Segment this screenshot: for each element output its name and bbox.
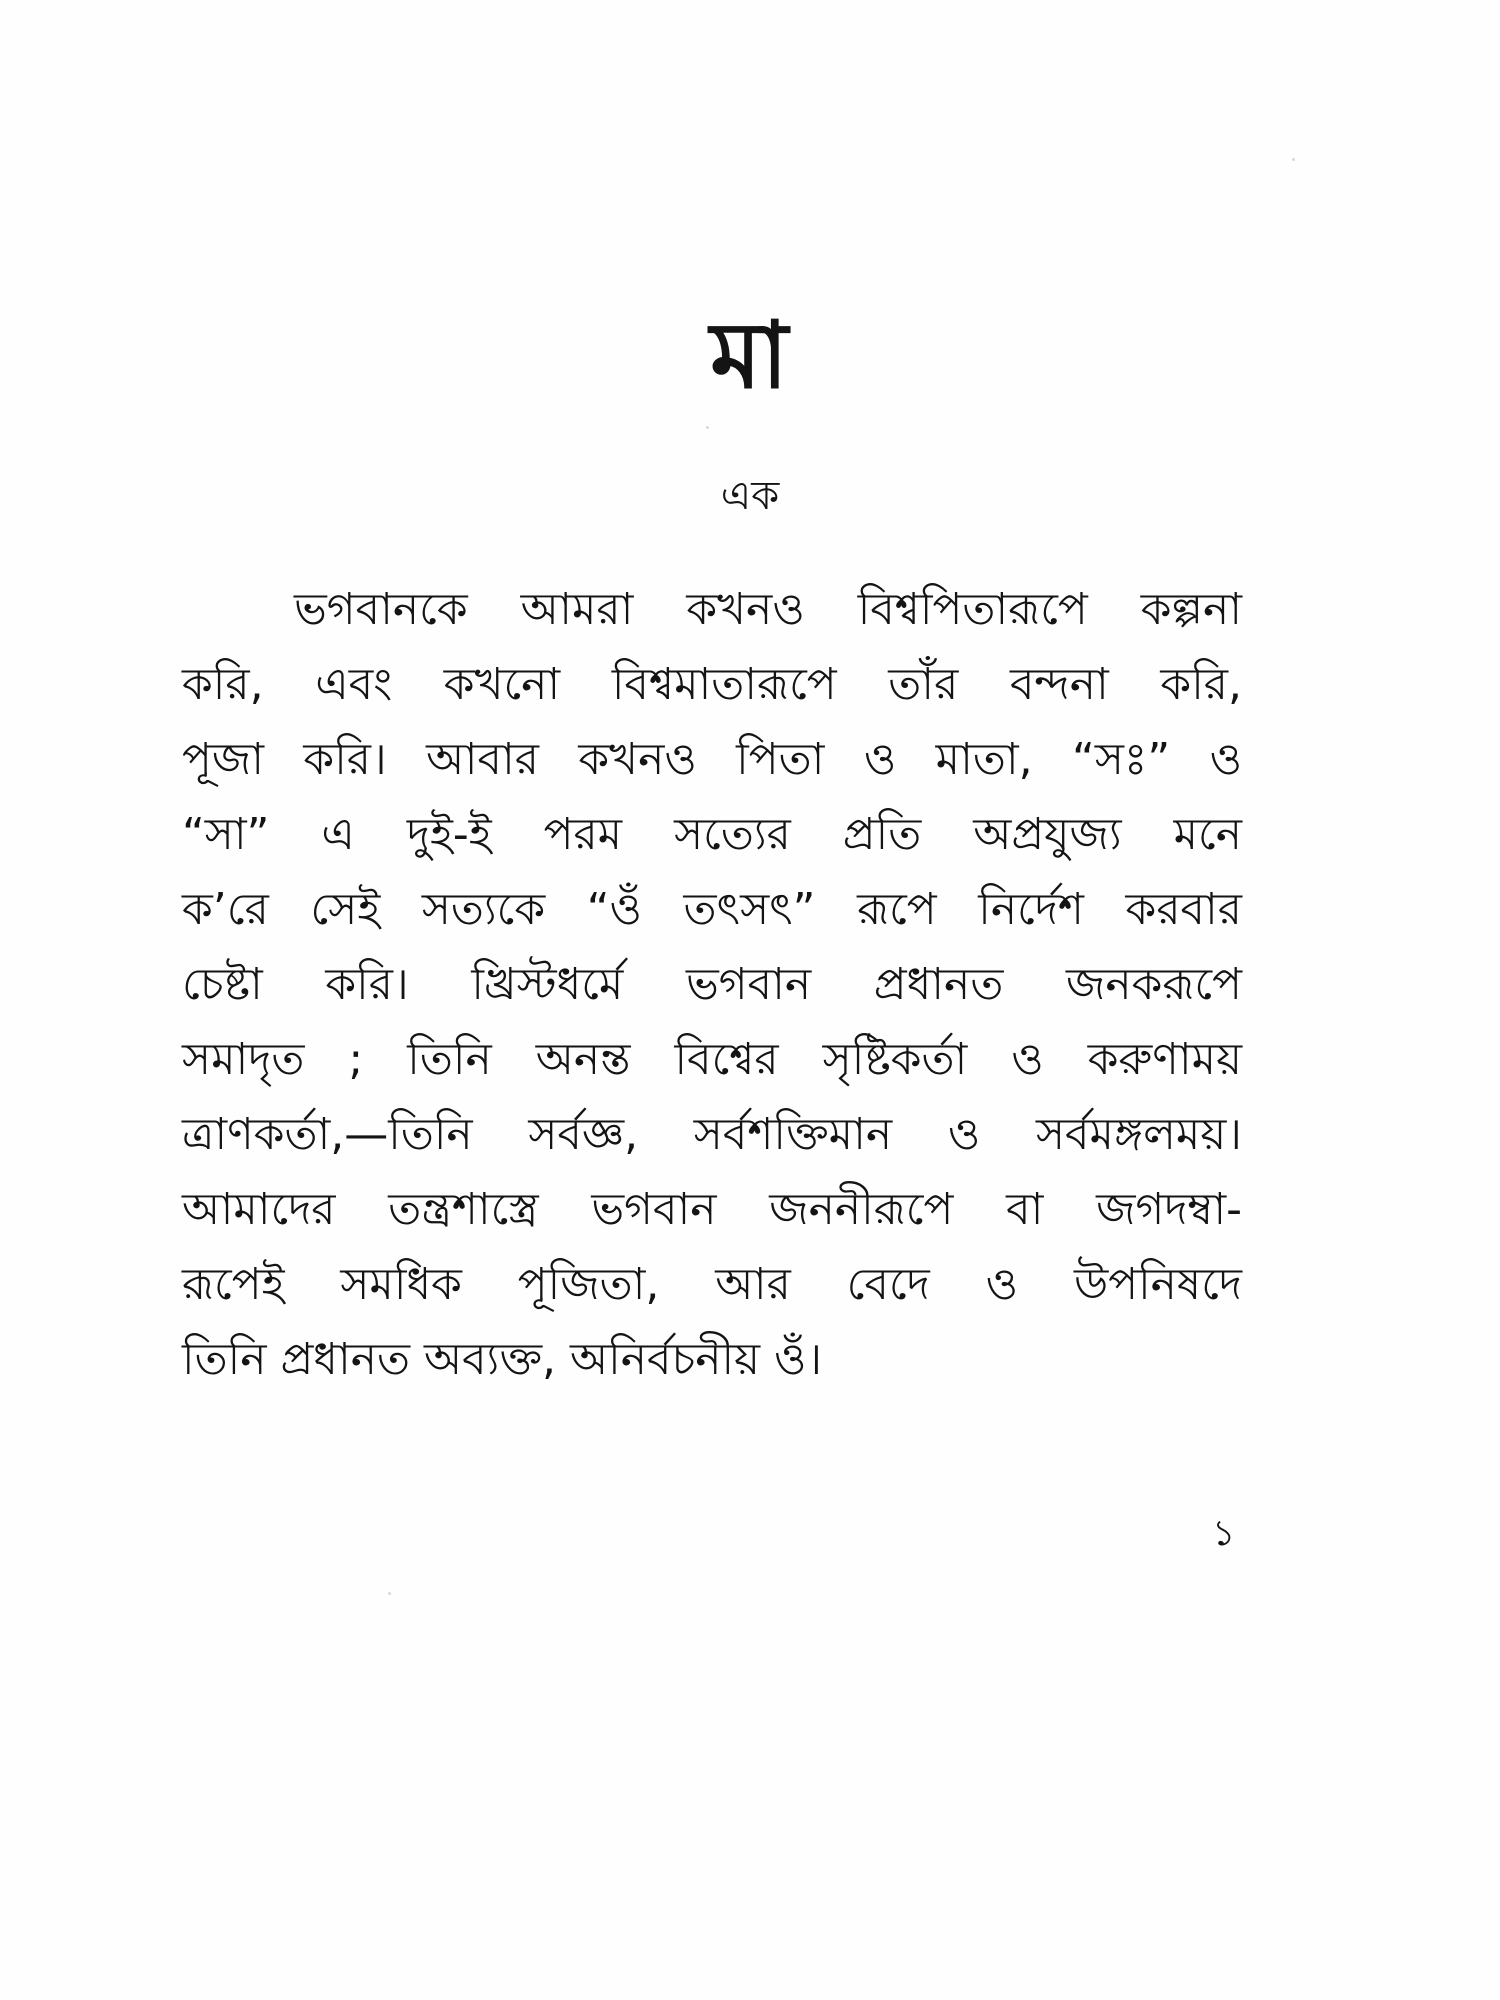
paragraph-line: ভগবানকে আমরা কখনও বিশ্বপিতারূপে কল্পনা — [294, 584, 1242, 635]
paragraph-line: করি, এবং কখনো বিশ্বমাতারূপে তাঁর বন্দনা করি, — [182, 659, 1242, 710]
paper-speck — [706, 426, 709, 429]
paragraph-line: রূপেই সমধিক পূজিতা, আর বেদে ও উপনিষদে — [182, 1259, 1242, 1310]
page-number: ১ — [1212, 1513, 1236, 1554]
paragraph-line: “সা” এ দুই-ই পরম সত্যের প্রতি অপ্রযুজ্য মনে — [182, 809, 1242, 860]
paper-speck — [1292, 158, 1295, 161]
paragraph-line: পূজা করি। আবার কখনও পিতা ও মাতা, “সঃ” ও — [182, 734, 1242, 785]
paragraph-line: তিনি প্রধানত অব্যক্ত, অনির্বচনীয় ওঁ। — [182, 1334, 823, 1385]
paragraph-line: আমাদের তন্ত্রশাস্ত্রে ভগবান জননীরূপে বা জগদম্বা- — [182, 1184, 1242, 1235]
chapter-title: মা — [710, 302, 790, 409]
paragraph-line: ত্রাণকর্তা,—তিনি সর্বজ্ঞ, সর্বশক্তিমান ও সর্বমঙ্গলময়। — [182, 1109, 1242, 1160]
section-heading: এক — [720, 473, 780, 519]
paragraph-line: চেষ্টা করি। খ্রিস্টধর্মে ভগবান প্রধানত জনকরূপে — [182, 959, 1242, 1010]
paper-speck — [388, 1592, 391, 1595]
paragraph-line: ক’রে সেই সত্যকে “ওঁ তৎসৎ” রূপে নির্দেশ করবার — [182, 884, 1242, 935]
body-paragraph — [182, 572, 1242, 1397]
paragraph-line: সমাদৃত ; তিনি অনন্ত বিশ্বের সৃষ্টিকর্তা ও করুণাময় — [182, 1034, 1242, 1085]
